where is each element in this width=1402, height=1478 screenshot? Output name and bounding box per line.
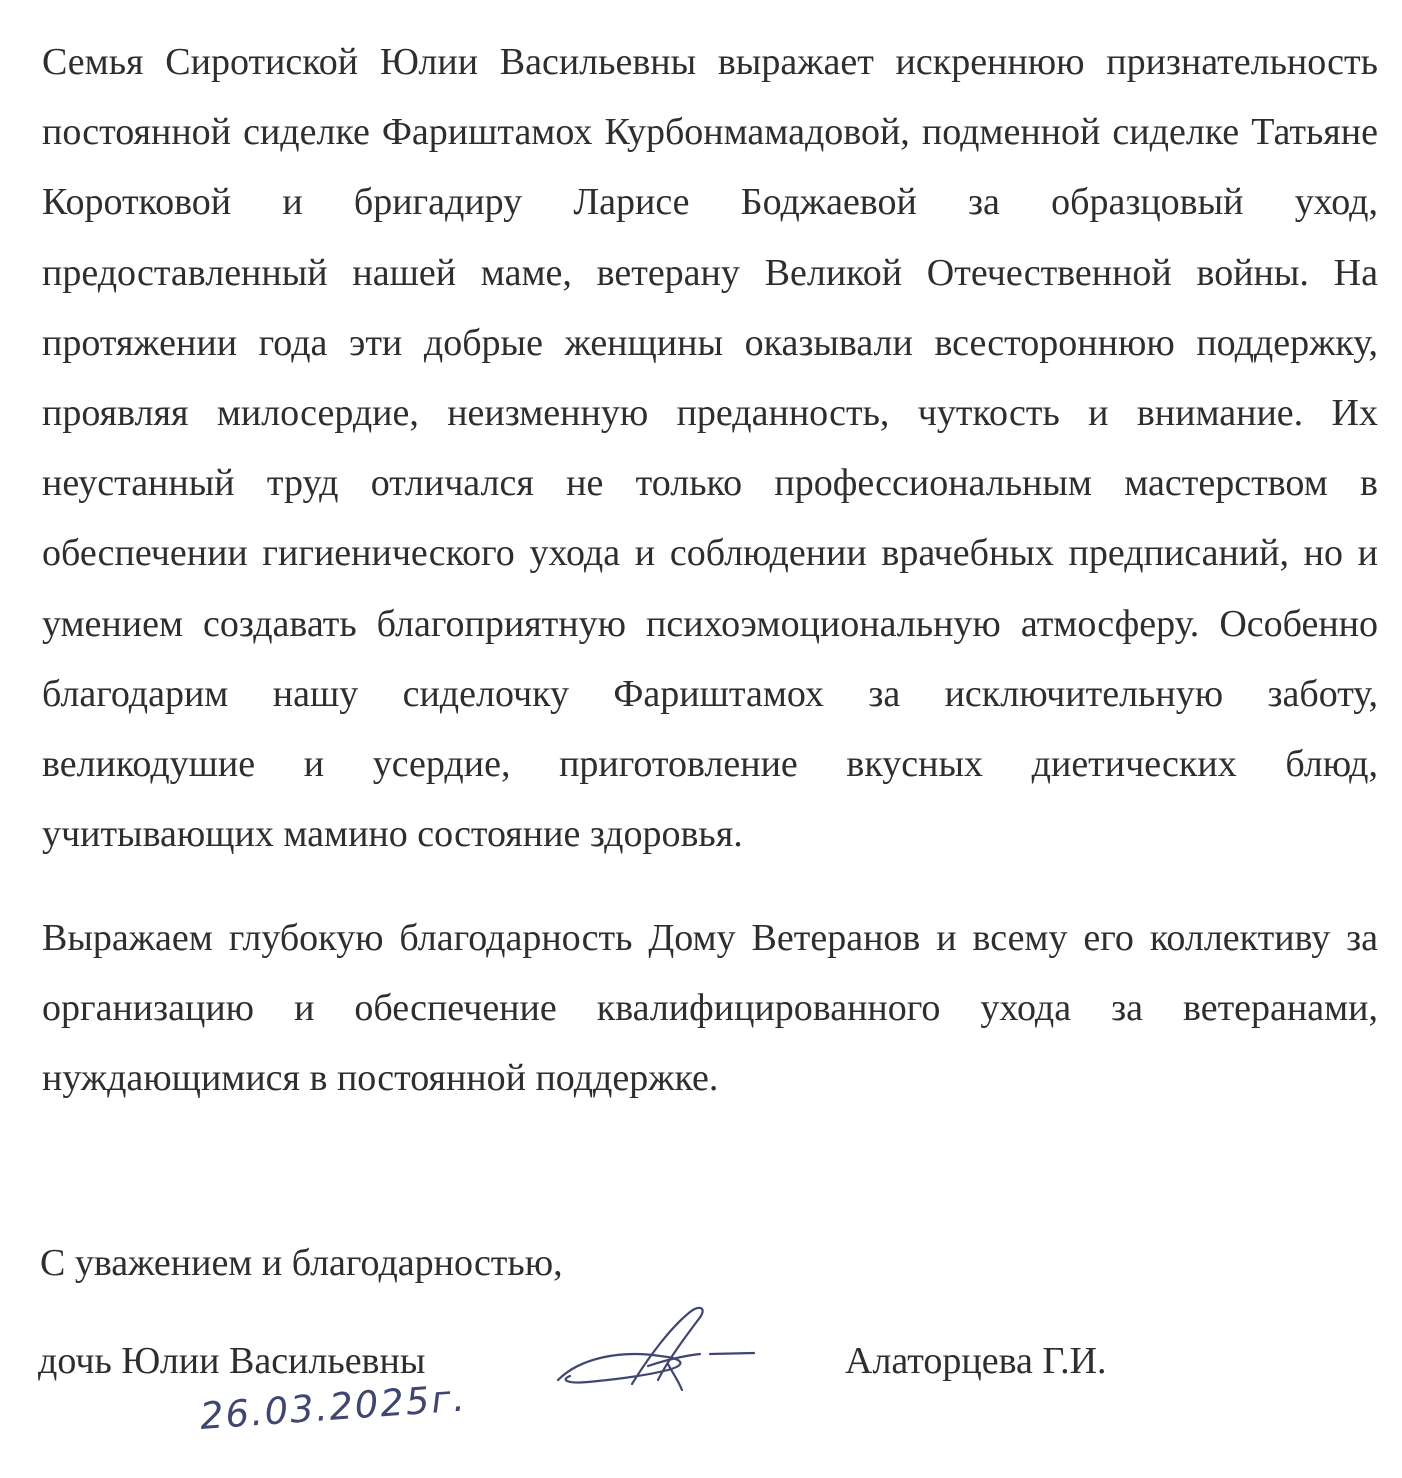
letter-paragraph-1: Семья Сиротиской Юлии Васильевны выражает искреннюю признательность постоянной сиделке Фариштамох Курбонмамадовой, подменной сиделке Татьяне Коротковой и бригадиру Ларисе Боджаевой за образцовый уход, предоставленный нашей маме, ветерану Великой Отечественной войны. На протяжении года эти добрые женщины оказывали всестороннюю поддержку, проявляя милосердие, неизменную преданность, чуткость и внимание. Их неустанный труд отличался не только профессиональным мастерством в обеспечении гигиенического ухода и соблюдении врачебных предписаний, но и умением создавать благоприятную психоэмоциональную атмосферу. Особенно благодарим нашу сиделочку Фариштамох за исключительную заботу, великодушие и усердие, приготовление вкусных диетических блюд, учитывающих мамино состояние здоровья. <box>42 41 1378 856</box>
signer-name: Алаторцева Г.И. <box>845 1340 1107 1382</box>
letter-paragraph-2: Выражаем глубокую благодарность Дому Ветеранов и всему его коллективу за организацию и обеспечение квалифицированного ухода за ветеранами, нуждающимися в постоянной поддержке. <box>42 917 1378 1100</box>
closing-salutation: С уважением и благодарностью, <box>40 1242 563 1284</box>
signer-role: дочь Юлии Васильевны <box>38 1340 426 1382</box>
handwritten-signature <box>540 1298 780 1408</box>
handwritten-date: 26.03.2025г. <box>198 1376 468 1438</box>
